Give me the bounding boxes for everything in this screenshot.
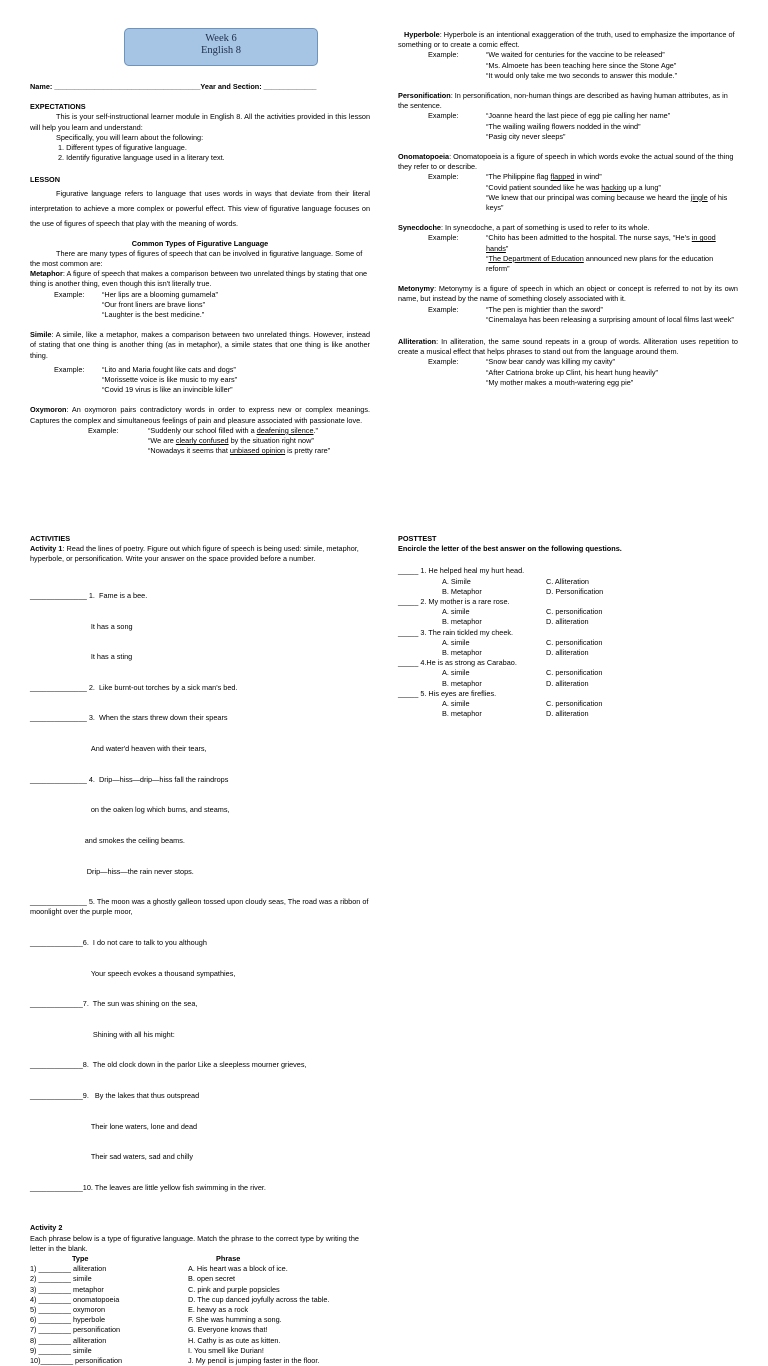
posttest-question: _____ 1. He helped heal my hurt head. A. Simile C. Alliteration B. Metaphor D. Personification [398,566,604,596]
hyperbole-example-label: Example: [428,50,459,60]
metaphor-example-label: Example: [54,289,85,299]
alliteration-example-label: Example: [428,357,459,367]
expectation-item-1: 1. Different types of figurative language. [58,143,187,153]
types-heading: Common Types of Figurative Language [131,238,269,248]
synecdoche-example: “Chito has been admitted to the hospital. The nurse says, “He’s in good hands” [486,233,716,253]
activities-heading: ACTIVITIES [30,534,71,543]
poem-line: ______________ 1. Fame is a bee. [30,591,148,601]
activities-section [30,534,370,1366]
alliteration-example: “After Catriona broke up Clint, his heart hung heavily” [486,367,658,377]
activity1-instructions: Activity 1: Read the lines of poetry. Figure out which figure of speech is being used: simile, metaphor, hyperbole, or personification. Write your answer on the space provided before a number. [30,544,359,564]
metonymy-example: “The pen is mightier than the sword” [486,304,603,314]
metaphor-example: “Laughter is the best medicine.” [102,310,205,320]
title-box [124,28,318,66]
poem-line: ______________ 2. Like burnt-out torches by a sick man's bed. [30,682,238,692]
oxymoron-example: “Suddenly our school filled with a deafening silence.” [148,425,318,435]
table-row: 9) ________ simile I. You smell like Durian! [30,1345,264,1355]
name-line: Name: ____________________________________Year and Section: _____________ [30,82,317,91]
poem-line: Drip—hiss—the rain never stops. [30,866,194,876]
alliteration-example: “My mother makes a mouth-watering egg pie” [486,377,634,387]
poem-line: and smokes the ceiling beams. [30,835,185,845]
metaphor-example: “Her lips are a blooming gumamela” [102,289,218,299]
table-row: 8) ________ alliteration H. Cathy is as cute as kitten. [30,1335,281,1345]
onomatopoeia-example-label: Example: [428,172,459,182]
poem-line: It has a sting [30,652,133,662]
personification-example: “The wailing wailing flowers nodded in the wind” [486,121,641,131]
oxymoron-example-label: Example: [88,425,119,435]
hyperbole-example: “We waited for centuries for the vaccine to be released” [486,50,665,60]
hyperbole-example: “Ms. Almoete has been teaching here since the Stone Age” [486,60,677,70]
metonymy-example-label: Example: [428,304,459,314]
lesson-paragraph: Figurative language refers to language that uses words in ways that deviate from their literal interpretation to achieve a more complex or powerful effect. This view of figurative language focuses on the use of figures of speech that play with the meaning of words. [30,188,370,228]
types-intro: There are many types of figures of speech that can be involved in figurative language. Some of the most common are: [30,248,363,269]
expectation-item-2: 2. Identify figurative language used in a literary text. [58,153,225,163]
table-row: 1) ________ alliteration A. His heart was a block of ice. [30,1264,288,1274]
poem-lines [30,571,370,1214]
posttest-heading: POSTTEST [398,534,437,543]
metonymy-example: “Cinemalaya has been releasing a surprising amount of local films last week” [486,314,734,324]
week-title: Week 6 [205,33,237,44]
poem-line: Your speech evokes a thousand sympathies, [30,968,236,978]
matching-table [30,1254,329,1366]
onomatopoeia-example: “The Philippine flag flapped in wind” [486,172,602,182]
poem-line: ______________ 4. Drip—hiss—drip—hiss fall the raindrops [30,774,229,784]
table-row: 3) ________ metaphor C. pink and purple popsicles [30,1284,280,1294]
poem-line: It has a song [30,621,133,631]
subject-title: English 8 [201,45,241,56]
metaphor-example: “Our front liners are brave lions” [102,299,206,309]
hyperbole-example: “It would only take me two seconds to answer this module.” [486,70,678,80]
expectations-heading: EXPECTATIONS [30,102,86,112]
table-row: 6) ________ hyperbole F. She was humming a song. [30,1315,282,1325]
poem-line: _____________10. The leaves are little yellow fish swimming in the river. [30,1182,266,1192]
oxymoron-example: “Nowadays it seems that unbiased opinion is pretty rare” [148,446,331,456]
col-type-header: Type [72,1254,89,1264]
table-row: 7) ________ personification G. Everyone knows that! [30,1325,268,1335]
poem-line: _____________7. The sun was shining on the sea, [30,999,198,1009]
onomatopoeia-example: “Covid patient sounded like he was hacking up a lung” [486,182,661,192]
metonymy-definition: Metonymy: Metonymy is a figure of speech in which an object or concept is referred to not by its own name, but instead by the name of something closely associated with it. [398,284,738,304]
left-column-top [30,82,370,456]
lesson-heading: LESSON [30,175,61,185]
poem-line: ______________ 3. When the stars threw down their spears [30,713,228,723]
onomatopoeia-definition: Onomatopoeia: Onomatopoeia is a figure of speech in which words evoke the actual sound of the thing they refer to or describe. [398,152,734,172]
poem-line: _____________6. I do not care to talk to you although [30,937,207,947]
posttest-question: _____ 5. His eyes are fireflies. A. simile C. personification B. metaphor D. alliteration [398,688,603,719]
personification-definition: Personification: In personification, non-human things are described as having human attributes, as in the sentence. [398,91,728,111]
oxymoron-example: “We are clearly confused by the situation right now” [148,436,314,446]
synecdoche-example-label: Example: [428,233,459,243]
simile-example-label: Example: [54,364,85,374]
metaphor-definition: Metaphor: A figure of speech that makes a comparison between two unrelated things by stating that one thing is another thing, even though this isn't literally true. [30,269,368,289]
personification-example: “Joanne heard the last piece of egg pie calling her name” [486,111,671,121]
activity2-instructions: Each phrase below is a type of figurative language. Match the phrase to the correct type by writing the letter in the blank. [30,1233,359,1253]
simile-definition: Simile: A simile, like a metaphor, makes a comparison between two unrelated things. However, instead of stating that one thing is another thing (as in metaphor), a simile states that one thing is like another thing. [30,330,370,360]
col-phrase-header: Phrase [216,1254,241,1264]
alliteration-definition: Alliteration: In alliteration, the same sound repeats in a group of words. Alliteration uses repetition to create a musical effect that helps phrases to stand out from the language around them. [398,337,738,357]
posttest-instructions: Encircle the letter of the best answer on the following questions. [398,544,622,554]
table-row: 2) ________ simile B. open secret [30,1274,236,1284]
onomatopoeia-example: “We knew that our principal was coming because we heard the jingle of his keys” [486,192,728,213]
expectations-intro: This is your self-instructional learner module in English 8. All the activities provided in this lesson will help you learn and understand: [30,112,370,132]
personification-example: “Pasig city never sleeps” [486,131,566,141]
personification-example-label: Example: [428,111,459,121]
simile-example: “Covid 19 virus is like an invincible killer” [102,385,233,395]
poem-line: Shining with all his might: [30,1029,175,1039]
hyperbole-definition: Hyperbole: Hyperbole is an intentional exaggeration of the truth, used to emphasize the importance of something or to create a comic effect. [398,30,735,50]
activity2-heading: Activity 2 [30,1223,63,1233]
table-row: 5) ________ oxymoron E. heavy as a rock [30,1305,249,1315]
poem-line: And water'd heaven with their tears, [30,744,207,754]
simile-example: “Lito and Maria fought like cats and dogs” [102,364,236,374]
simile-example: “Morissette voice is like music to my ears” [102,375,238,385]
alliteration-example: “Snow bear candy was killing my cavity” [486,357,615,367]
poem-line: ______________ 5. The moon was a ghostly galleon tossed upon cloudy seas, The road was a ribbon of moonlight over the purple moor, [30,897,371,917]
poem-line: Their lone waters, lone and dead [30,1121,198,1131]
poem-line: Their sad waters, sad and chilly [30,1152,194,1162]
synecdoche-example: “The Department of Education announced new plans for the education reform” [486,253,714,274]
table-row: 10)________ personification J. My pencil is jumping faster in the floor. [30,1356,320,1366]
oxymoron-definition: Oxymoron: An oxymoron pairs contradictory words in order to express new or complex meanings. Captures the complex and simultaneous feelings of pain and pleasure associated with passionate love. [30,405,370,425]
posttest-section [398,534,738,719]
synecdoche-definition: Synecdoche: In synecdoche, a part of something is used to refer to its whole. [398,223,650,233]
posttest-question: _____ 3. The rain tickled my cheek. A. simile C. personification B. metaphor D. alliteration [398,627,603,658]
poem-line: _____________9. By the lakes that thus outspread [30,1090,200,1100]
right-column-top [398,30,738,388]
posttest-question: _____ 2. My mother is a rare rose. A. simile C. personification B. metaphor D. alliteration [398,597,603,627]
table-row: 4) ________ onomatopoeia D. The cup danced joyfully across the table. [30,1294,330,1304]
poem-line: on the oaken log which burns, and steams, [30,805,230,815]
poem-line: _____________8. The old clock down in the parlor Like a sleepless mourner grieves, [30,1060,307,1070]
expectations-sub: Specifically, you will learn about the following: [56,132,204,142]
posttest-question: _____ 4.He is as strong as Carabao. A. simile C. personification B. metaphor D. alliteration [398,658,603,688]
